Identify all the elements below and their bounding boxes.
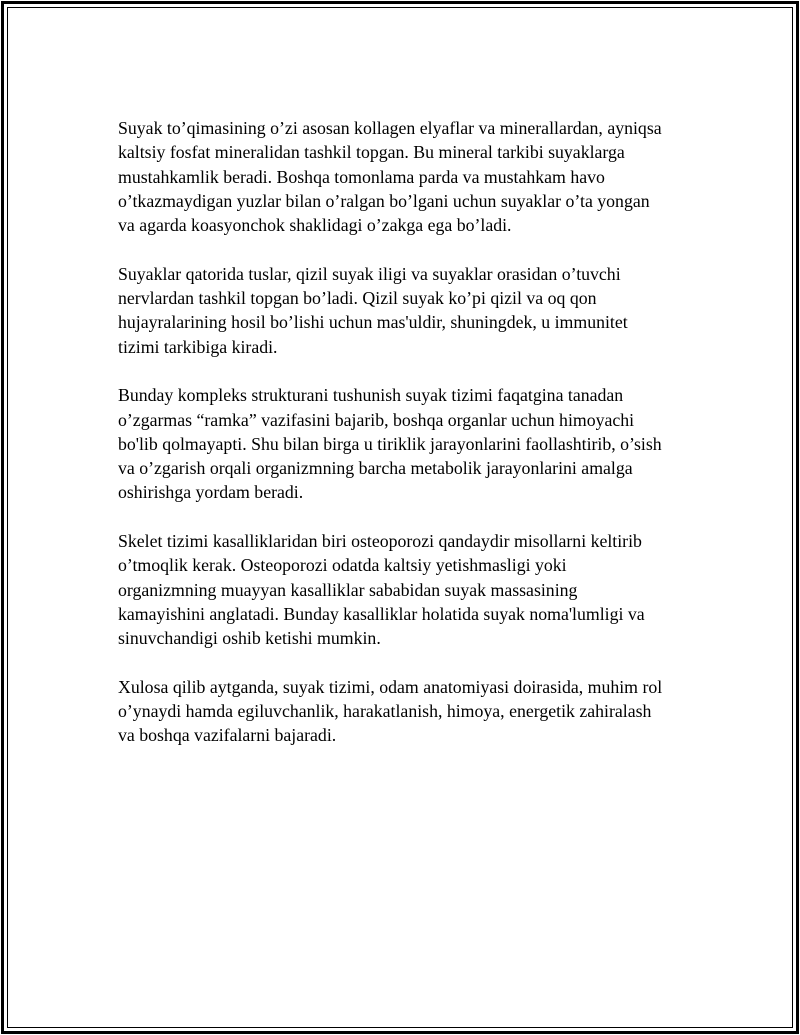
paragraph-4 — [118, 529, 738, 650]
paragraph-2 — [118, 262, 738, 359]
paragraph-5 — [118, 675, 738, 748]
text-line: va boshqa vazifalarni bajaradi. — [118, 725, 337, 746]
document-body — [118, 116, 738, 772]
text-line: va o’zgarish orqali organizmning barcha metabolik jarayonlarini amalga — [118, 458, 633, 479]
text-line: va agarda koasyonchok shaklidagi o’zakga ega bo’ladi. — [118, 215, 512, 236]
text-line: hujayralarining hosil bo’lishi uchun mas'uldir, shuningdek, u immunitet — [118, 312, 628, 333]
text-line: o’zgarmas “ramka” vazifasini bajarib, boshqa organlar uchun himoyachi — [118, 409, 635, 430]
text-line: tizimi tarkibiga kiradi. — [118, 336, 278, 357]
text-line: nervlardan tashkil topgan bo’ladi. Qizil suyak ko’pi qizil va oq qon — [118, 288, 597, 309]
text-line: o’tmoqlik kerak. Osteoporozi odatda kaltsiy yetishmasligi yoki — [118, 555, 567, 576]
text-line: mustahkamlik beradi. Boshqa tomonlama parda va mustahkam havo — [118, 166, 605, 187]
text-line: oshirishga yordam beradi. — [118, 482, 304, 503]
paragraph-1 — [118, 116, 738, 237]
text-line: kaltsiy fosfat mineralidan tashkil topgan. Bu mineral tarkibi suyaklarga — [118, 142, 625, 163]
text-line: Suyaklar qatorida tuslar, qizil suyak iligi va suyaklar orasidan o’tuvchi — [118, 263, 621, 284]
text-line: o’tkazmaydigan yuzlar bilan o’ralgan bo’lgani uchun suyaklar o’ta yongan — [118, 190, 650, 211]
text-line: Xulosa qilib aytganda, suyak tizimi, odam anatomiyasi doirasida, muhim rol — [118, 676, 663, 697]
text-line: sinuvchandigi oshib ketishi mumkin. — [118, 628, 381, 649]
text-line: o’ynaydi hamda egiluvchanlik, harakatlanish, himoya, energetik zahiralash — [118, 701, 652, 722]
text-line: Skelet tizimi kasalliklaridan biri osteoporozi qandaydir misollarni keltirib — [118, 531, 642, 552]
text-line: organizmning muayyan kasalliklar sababidan suyak massasining — [118, 579, 578, 600]
paragraph-3 — [118, 383, 738, 504]
text-line: kamayishini anglatadi. Bunday kasalliklar holatida suyak noma'lumligi va — [118, 603, 645, 624]
text-line: Bunday kompleks strukturani tushunish suyak tizimi faqatgina tanadan — [118, 385, 624, 406]
text-line: Suyak to’qimasining o’zi asosan kollagen elyaflar va minerallardan, ayniqsa — [118, 118, 662, 138]
text-line: bo'lib qolmayapti. Shu bilan birga u tiriklik jarayonlarini faollashtirib, o’sish — [118, 433, 662, 454]
